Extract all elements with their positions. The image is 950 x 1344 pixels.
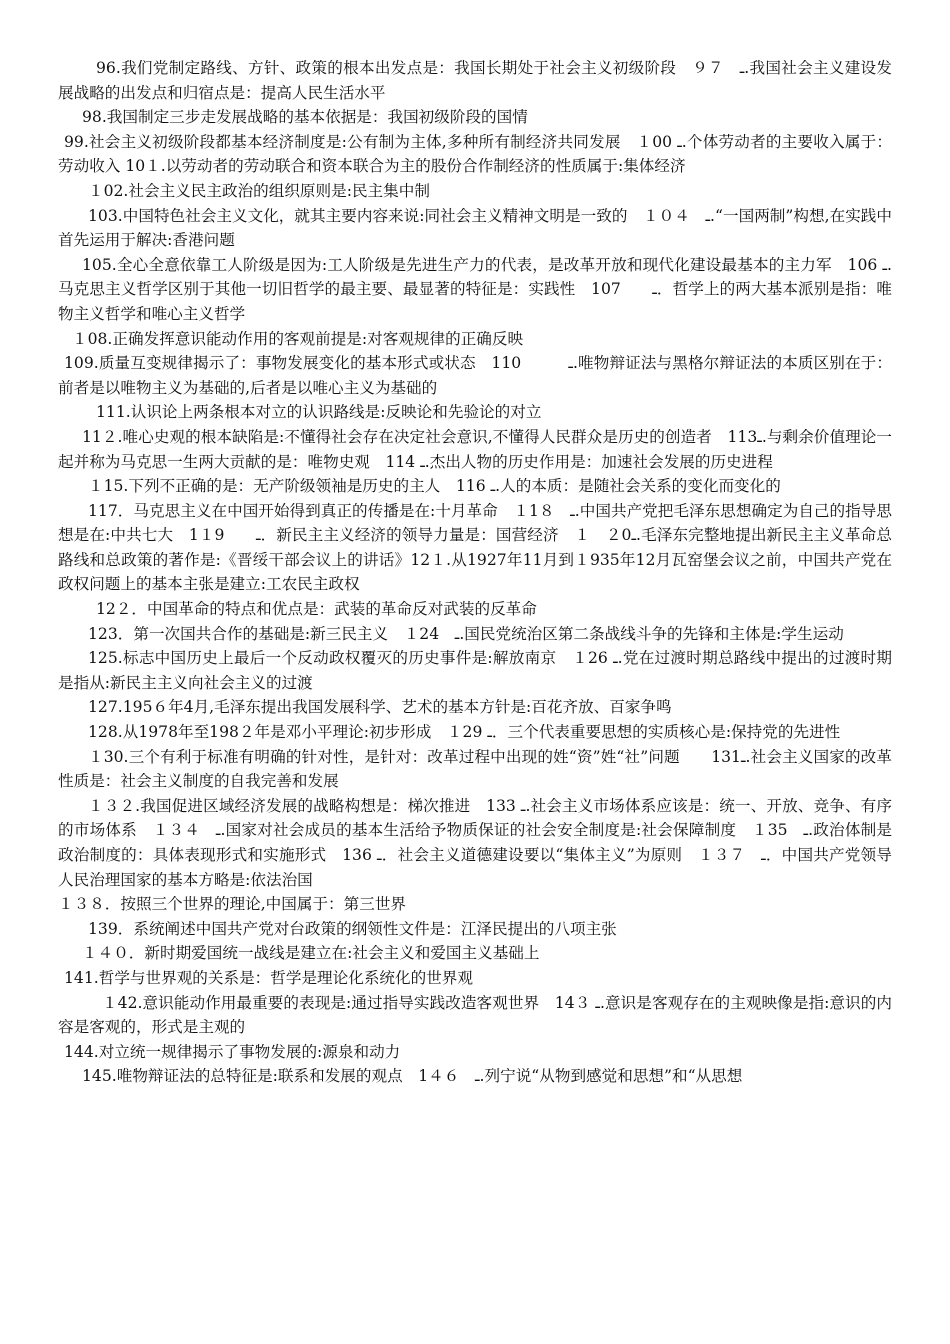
paragraph-145-146: 145.唯物辩证法的总特征是:联系和发展的观点 1４６ ـ.列宁说“从物到感觉和思想”和“从思想 xyxy=(82,1067,743,1086)
paragraph-102: １02.社会主义民主政治的组织原则是:民主集中制 xyxy=(88,181,430,200)
paragraph-130-131: １30.三个有利于标准有明确的针对性，是针对：改革过程中出现的姓“资”姓“社”问题 ـ131.社会主义国家的改革性质是：社会主义制度的自我完善和发展 xyxy=(58,747,892,791)
paragraph-142-143: １42.意识能动作用最重要的表现是:通过指导实践改造客观世界 14３ ـ.意识是客观存在的主观映像是指:意识的内容是客观的，形式是主观的 xyxy=(58,993,892,1037)
paragraph-128-129: 128.从1978年至198２年是邓小平理论:初步形成 １29 ـ．三个代表重要思想的实质核心是:保持党的先进性 xyxy=(88,723,841,742)
paragraph-103-104: 103.中国特色社会主义文化，就其主要内容来说:同社会主义精神文明是一致的 １０４ ـ.“一国两制”构想,在实践中首先运用于解决:香港问题 xyxy=(58,206,893,250)
paragraph-122: 12２．中国革命的特点和优点是：武装的革命反对武装的反革命 xyxy=(96,600,537,619)
paragraph-111: 111.认识论上两条根本对立的认识路线是:反映论和先验论的对立 xyxy=(96,403,542,422)
paragraph-125-126: 125.标志中国历史上最后一个反动政权覆灭的历史事件是:解放南京 １26 ـ.党在过渡时期总路线中提出的过渡时期是指从:新民主主义向社会主义的过渡 xyxy=(58,649,892,692)
paragraph-138: １３８．按照三个世界的理论,中国属于：第三世界 xyxy=(58,895,407,914)
paragraph-115-116: １15.下列不正确的是：无产阶级领袖是历史的主人 116 ـ.人的本质：是随社会关系的变化而变化的 xyxy=(88,477,781,496)
paragraph-144: 144.对立统一规律揭示了事物发展的:源泉和动力 xyxy=(64,1042,401,1061)
paragraph-105-107: 105.全心全意依靠工人阶级是因为:工人阶级是先进生产力的代表，是改革开放和现代化建设最基本的主力军 106 ـ.马克思主义哲学区别于其他一切旧哲学的最主要、最显著的特征是：实践性 107 ـ．哲学上的两大基本派别是指：唯物主义哲学和唯心主义哲学 xyxy=(58,255,892,323)
paragraph-123-124: 123．第一次国共合作的基础是:新三民主义 １24 ـ.国民党统治区第二条战线斗争的先锋和主体是:学生运动 xyxy=(88,624,844,643)
paragraph-96-97: 96.我们党制定路线、方针、政策的根本出发点是：我国长期处于社会主义初级阶段 ９７ ـ.我国社会主义建设发展战略的出发点和归宿点是：提高人民生活水平 xyxy=(58,59,892,102)
paragraph-99-101: 99.社会主义初级阶段都基本经济制度是:公有制为主体,多种所有制经济共同发展 １00 ـ.个体劳动者的主要收入属于：劳动收入 10１.以劳动者的劳动联合和资本联合为主的股份合作制经济的性质属于:集体经济 xyxy=(58,132,892,176)
paragraph-108: １08.正确发挥意识能动作用的客观前提是:对客观规律的正确反映 xyxy=(72,329,524,348)
paragraph-141: 141.哲学与世界观的关系是：哲学是理论化系统化的世界观 xyxy=(64,968,473,987)
paragraph-140: １４０．新时期爱国统一战线是建立在:社会主义和爱国主义基础上 xyxy=(82,944,540,963)
paragraph-112-114: 11２.唯心史观的根本缺陷是:不懂得社会存在决定社会意识,不懂得人民群众是历史的创造者 ـ113.与剩余价值理论一起并称为马克思一生两大贡献的是：唯物史观 114 ـ.杰出人物的历史作用是：加速社会发展的历史进程 xyxy=(58,427,892,471)
paragraph-109-110: 109.质量互变规律揭示了：事物发展变化的基本形式或状态 110 ـ.唯物辩证法与黑格尔辩证法的本质区别在于：前者是以唯物主义为基础的,后者是以唯心主义为基础的 xyxy=(58,354,892,397)
paragraph-98: 98.我国制定三步走发展战略的基本依据是：我国初级阶段的国情 xyxy=(82,108,528,127)
paragraph-117-121: 117．马克思主义在中国开始得到真正的传播是在:十月革命 １1８ ـ.中国共产党把毛泽东思想确定为自己的指导思想是在:中共七大 1１9 ـ．新民主主义经济的领导力量是：国营经济 １ ـ２0.毛泽东完整地提出新民主主义革命总路线和总政策的著作是:《晋绥干部会议上的讲话》12１.从1927年11月到１935年12月瓦窑堡会议之前，中国共产党在政权问题上的基本主张是建立:工农民主政权 xyxy=(58,501,892,594)
paragraph-127: 127.195６年4月,毛泽东提出我国发展科学、艺术的基本方针是:百花齐放、百家争鸣 xyxy=(88,698,672,717)
paragraph-132-137: １３２.我国促进区域经济发展的战略构想是：梯次推进 133 ـ.社会主义市场体系应该是：统一、开放、竞争、有序的市场体系 １３４ ـ.国家对社会成员的基本生活给予物质保证的社会安全制度是:社会保障制度 １35 ـ.政治体制是政治制度的：具体表现形式和实施形式 136 ـ．社会主义道德建设要以“集体主义”为原则 １３７ ـ．中国共产党领导人民治理国家的基本方略是:依法治国 xyxy=(58,796,892,889)
paragraph-139: 139．系统阐述中国共产党对台政策的纲领性文件是：江泽民提出的八项主张 xyxy=(88,919,617,938)
